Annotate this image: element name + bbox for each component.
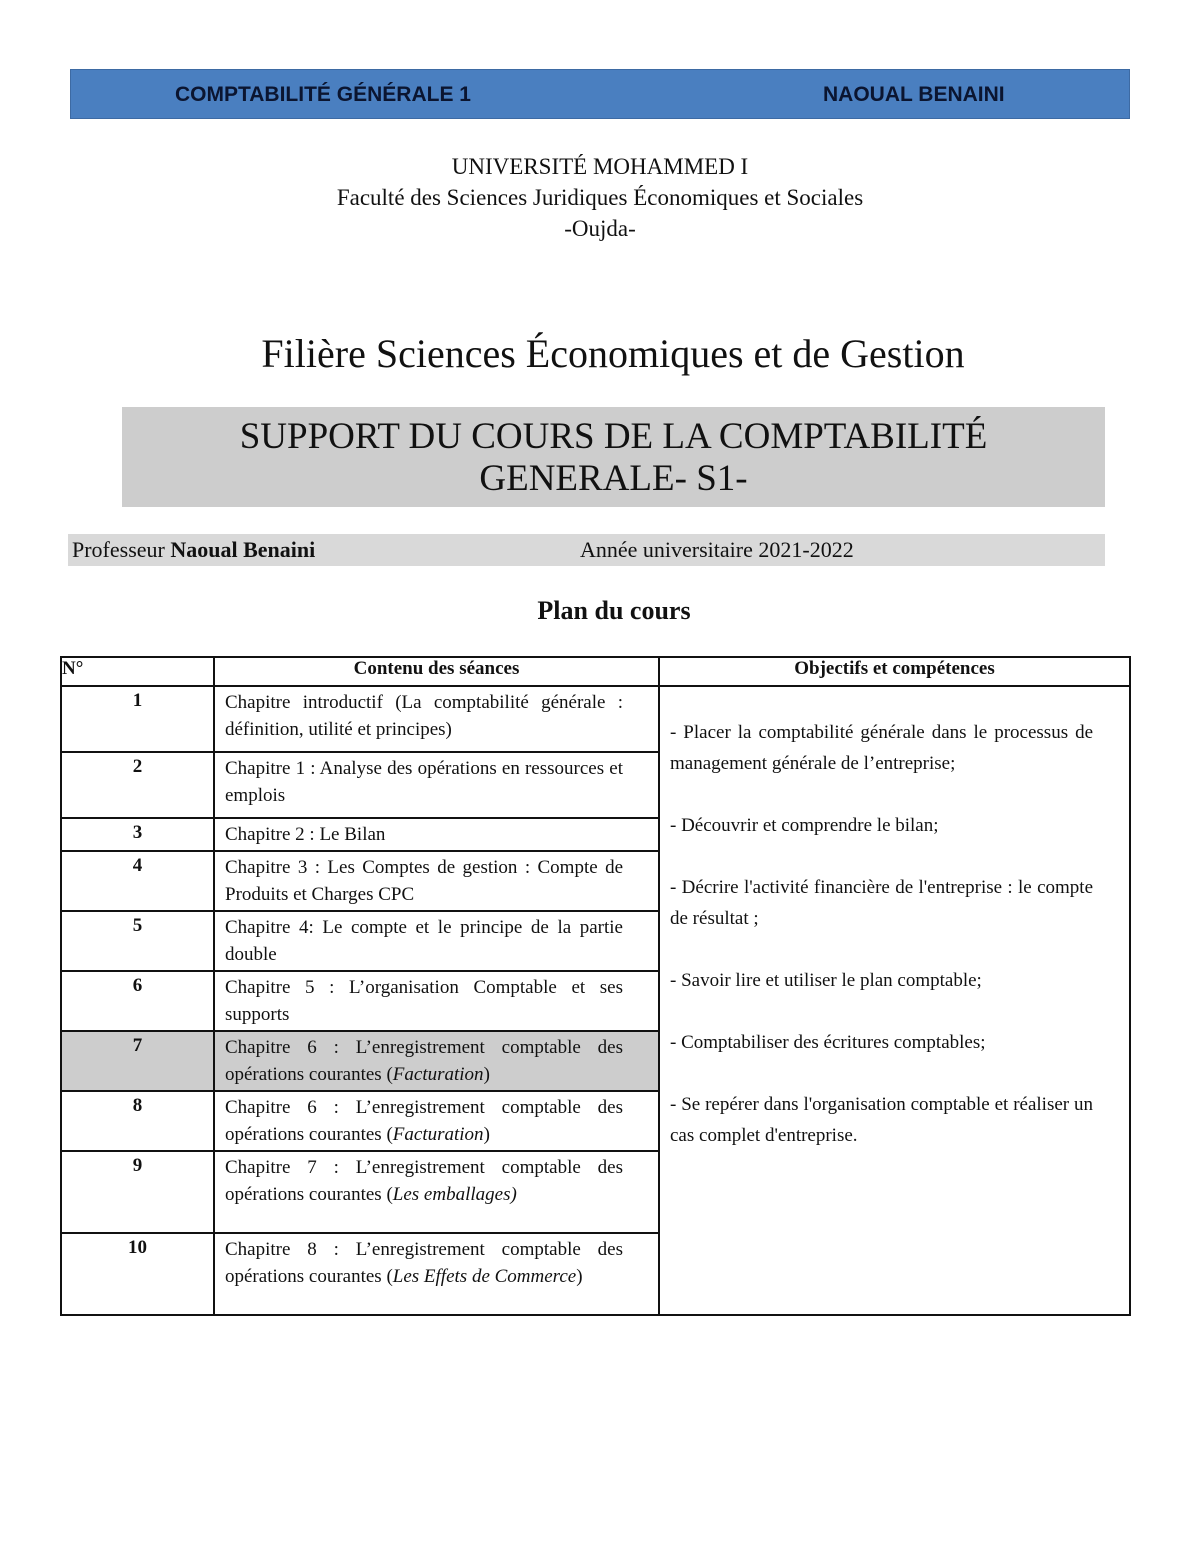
row-number: 8: [61, 1091, 214, 1151]
header-bar: [70, 69, 1130, 119]
row-content: [214, 851, 659, 911]
row-number: 5: [61, 911, 214, 971]
row-content: [214, 1151, 659, 1233]
row-content: [214, 1031, 659, 1091]
row-number: 10: [61, 1233, 214, 1315]
row-text-after: ): [576, 1266, 583, 1287]
row-text: Chapitre 2 : Le Bilan: [225, 824, 386, 845]
row-number: 9: [61, 1151, 214, 1233]
row-number: 6: [61, 971, 214, 1031]
header-number: N°: [61, 657, 214, 686]
row-content: [214, 1233, 659, 1315]
objective-item: - Se repérer dans l'organisation comptable et réaliser un cas complet d'entreprise.: [670, 1094, 1093, 1146]
faculty-name: Faculté des Sciences Juridiques Économiques et Sociales: [336, 185, 864, 210]
row-content: [214, 686, 659, 752]
objective-item: - Comptabiliser des écritures comptables;: [670, 1032, 986, 1053]
professor-name: Naoual Benaini: [170, 537, 316, 562]
row-text: Chapitre 6 : L’enregistrement comptable des opérations courantes (: [225, 1097, 623, 1145]
row-text: Chapitre 4: Le compte et le principe de la partie double: [225, 917, 623, 965]
row-number: 7: [61, 1031, 214, 1091]
header-objectives: Objectifs et compétences: [659, 657, 1130, 686]
filiere-title: Filière Sciences Économiques et de Gestion: [261, 331, 965, 376]
header-content: Contenu des séances: [214, 657, 659, 686]
table-header-row: [61, 657, 1130, 686]
objective-item: - Savoir lire et utiliser le plan comptable;: [670, 970, 982, 991]
row-italic: Les Effets de Commerce: [392, 1266, 577, 1287]
course-plan-table: [60, 656, 1131, 1316]
row-italic: Facturation: [392, 1064, 484, 1085]
academic-year: Année universitaire 2021-2022: [580, 537, 854, 562]
row-content: [214, 971, 659, 1031]
header-course-title: COMPTABILITÉ GÉNÉRALE 1: [175, 83, 471, 106]
objective-item: - Placer la comptabilité générale dans le processus de management générale de l’entreprise;: [670, 722, 1093, 774]
row-text-after: ): [483, 1064, 490, 1085]
row-content: [214, 1091, 659, 1151]
row-italic: Les emballages): [392, 1184, 517, 1205]
row-number: 1: [61, 686, 214, 752]
city-name: -Oujda-: [564, 216, 636, 241]
row-content: [214, 752, 659, 818]
row-text: Chapitre 5 : L’organisation Comptable et ses supports: [225, 977, 623, 1025]
professor-label: Professeur: [72, 537, 171, 562]
professor-bar: [68, 534, 1105, 566]
row-text: Chapitre 8 : L’enregistrement comptable des opérations courantes (: [225, 1239, 623, 1287]
row-number: 3: [61, 818, 214, 851]
professor-info: [72, 534, 315, 566]
row-number: 4: [61, 851, 214, 911]
support-title-line1: SUPPORT DU COURS DE LA COMPTABILITÉ: [239, 416, 988, 457]
objective-item: - Découvrir et comprendre le bilan;: [670, 815, 939, 836]
row-text: Chapitre 1 : Analyse des opérations en ressources et emplois: [225, 758, 623, 806]
support-title-box: [122, 407, 1105, 507]
objectives-cell: [659, 686, 1130, 1315]
university-name: UNIVERSITÉ MOHAMMED I: [451, 154, 749, 179]
support-title-line2: GENERALE- S1-: [479, 458, 748, 499]
header-author: NAOUAL BENAINI: [823, 83, 1005, 106]
row-content: [214, 911, 659, 971]
row-content: [214, 818, 659, 851]
plan-title: Plan du cours: [537, 596, 691, 625]
row-text: Chapitre 3 : Les Comptes de gestion : Compte de Produits et Charges CPC: [225, 857, 623, 905]
table-row: [61, 686, 1130, 752]
row-italic: Facturation: [392, 1124, 484, 1145]
row-text: Chapitre 7 : L’enregistrement comptable des opérations courantes (: [225, 1157, 623, 1205]
institution-block: [0, 151, 1200, 244]
row-text-after: ): [483, 1124, 490, 1145]
row-number: 2: [61, 752, 214, 818]
row-text: Chapitre 6 : L’enregistrement comptable des opérations courantes (: [225, 1037, 623, 1085]
objective-item: - Décrire l'activité financière de l'entreprise : le compte de résultat ;: [670, 877, 1093, 929]
row-text: Chapitre introductif (La comptabilité générale : définition, utilité et principes): [225, 692, 623, 740]
